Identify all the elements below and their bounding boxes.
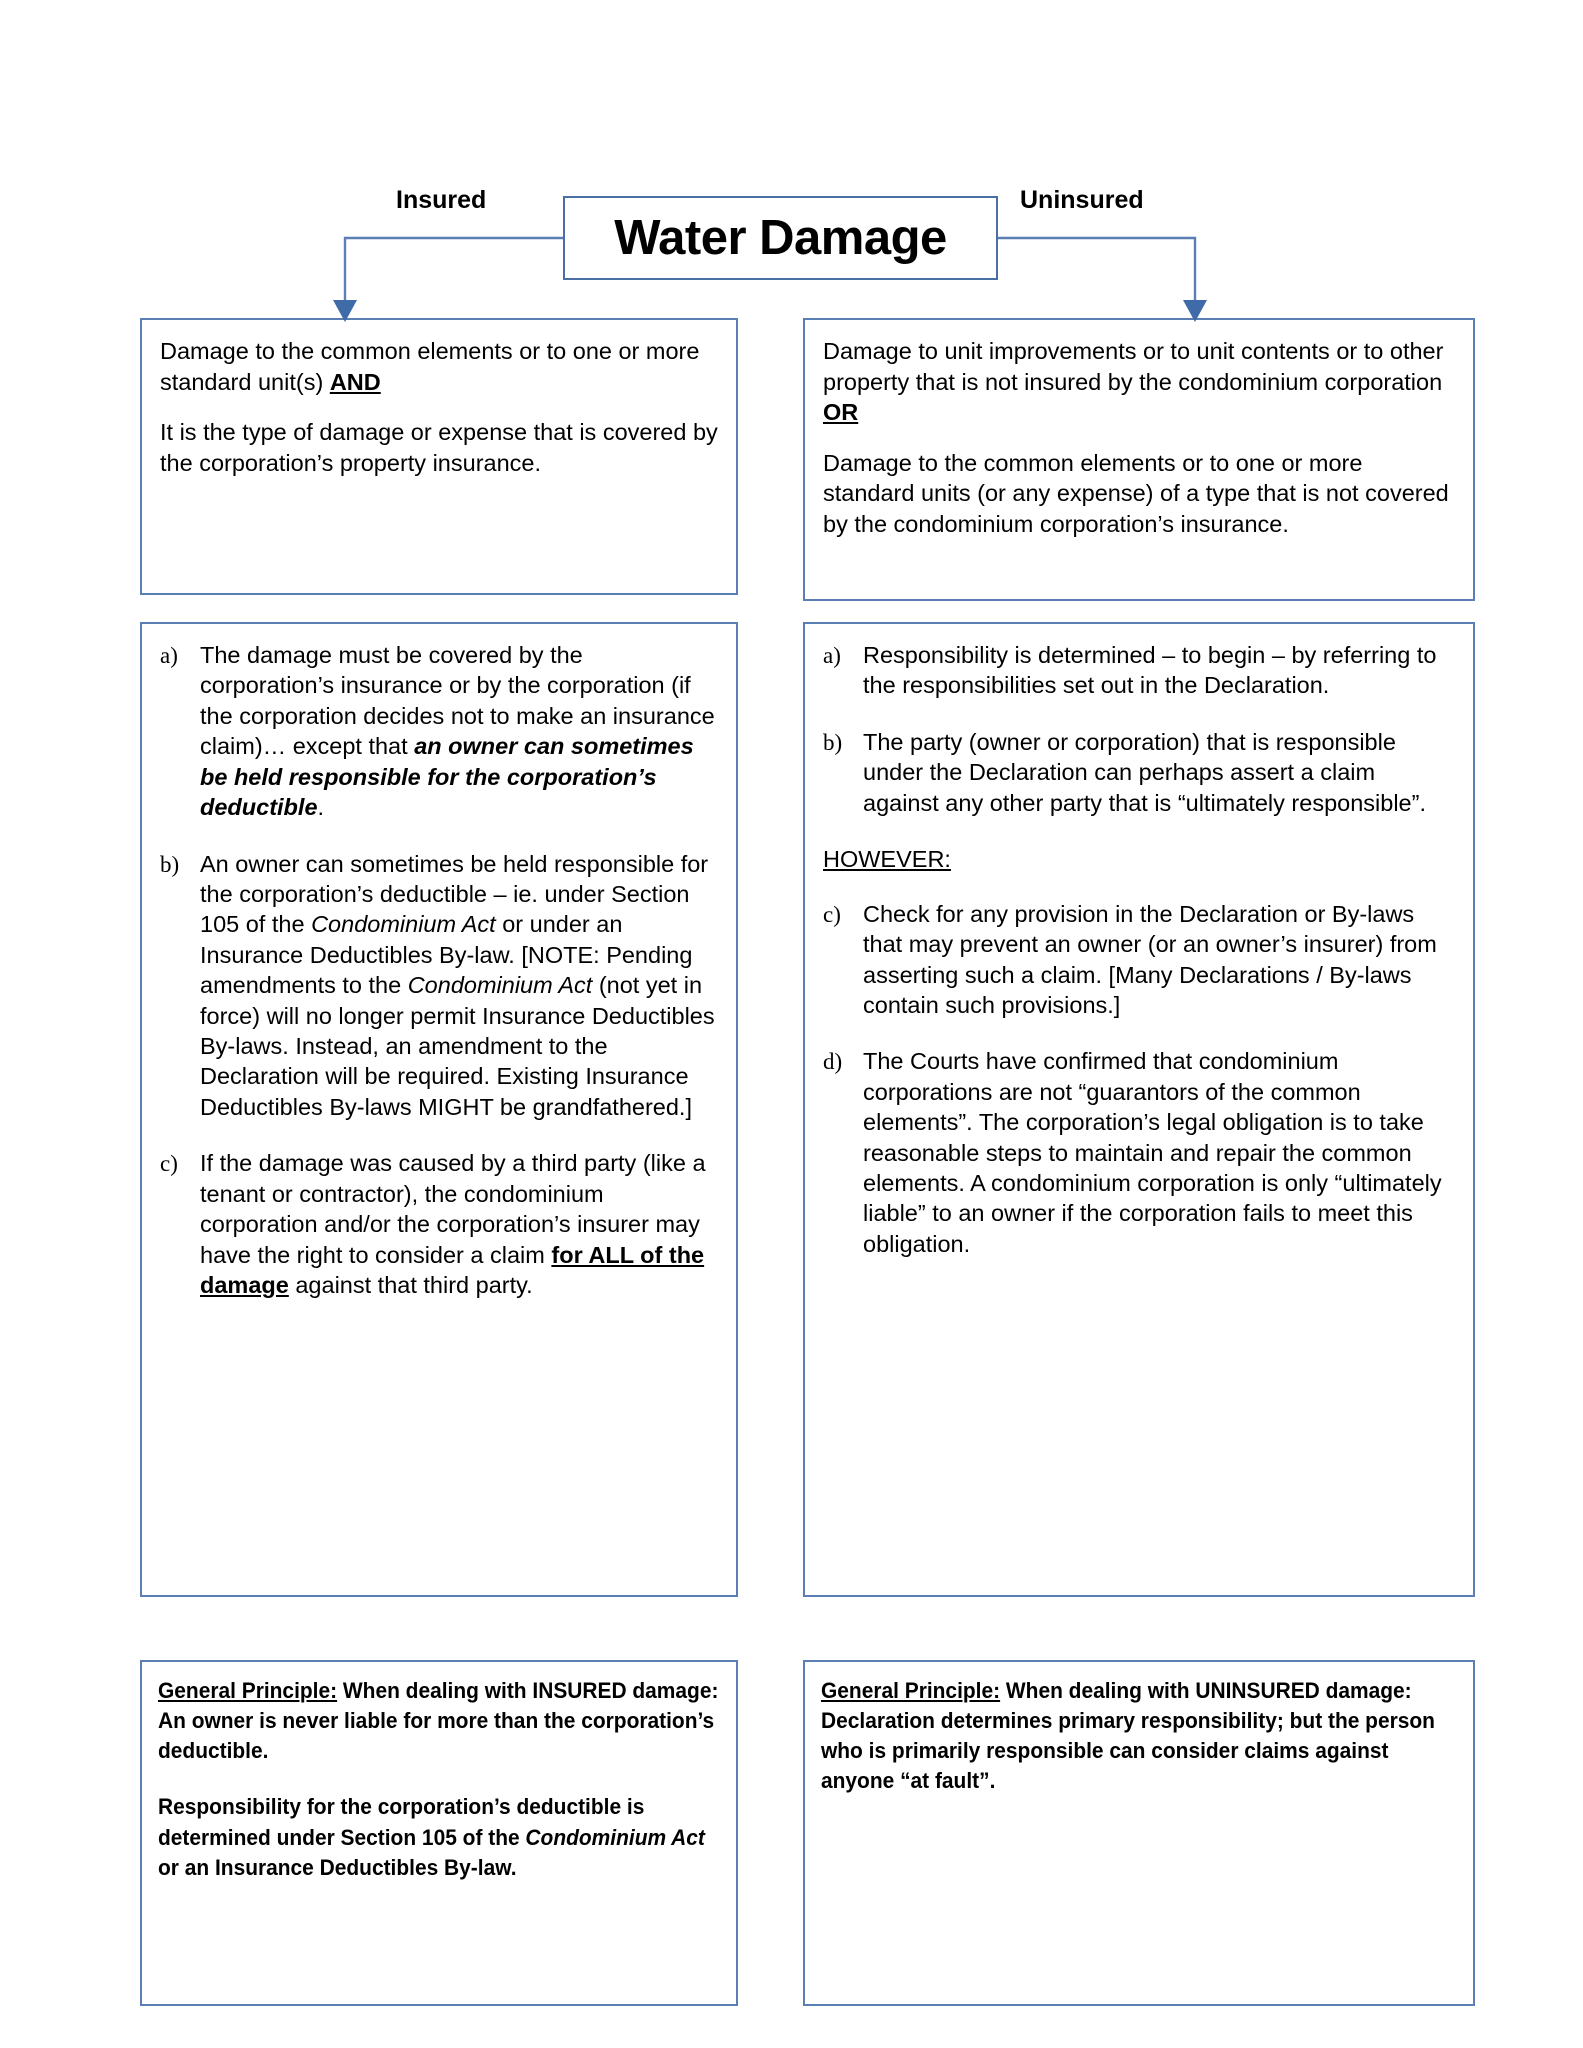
list-marker: c) <box>823 901 841 927</box>
list-item <box>160 849 718 1123</box>
right-condition-text-1: Damage to unit improvements or to unit contents or to other property that is not insured by the condominium corporation <box>823 338 1444 395</box>
however-heading <box>823 844 1455 875</box>
list-item-text: Check for any provision in the Declaration or By-laws that may prevent an owner (or an owner’s insurer) from asserting such a claim. [Many Declarations / By-laws contain such provisions.] <box>863 900 1437 1018</box>
left-gp-para-2 <box>158 1792 720 1882</box>
left-general-principle-box <box>140 1660 738 2006</box>
list-marker: b) <box>160 851 180 877</box>
list-marker: a) <box>823 643 841 668</box>
however-label: HOWEVER: <box>823 846 951 873</box>
right-gp-para-1 <box>821 1676 1457 1797</box>
left-c-emphasis: for ALL of the damage <box>200 1241 705 1299</box>
right-condition-para-2: Damage to the common elements or to one or more standard units (or any expense) of a type that is not covered by the condominium corporation’s insurance. <box>823 449 1449 537</box>
list-item-text: The Courts have confirmed that condominium corporations are not “guarantors of the common elements”. The corporation’s legal obligation is to take reasonable steps to maintain and repair the common elements. A condominium corporation is only “ultimately liable” to an owner if the corporation fails to meet this obligation. <box>863 1048 1442 1257</box>
left-condition-box <box>140 318 738 595</box>
diagram-header <box>0 0 1583 330</box>
page-title: Water Damage <box>614 211 947 265</box>
left-b-text-2: or under an Insurance Deductibles By-law. [NOTE: Pending amendments to the <box>200 911 693 999</box>
left-b-text-1: An owner can sometimes be held responsible for the corporation’s deductible – ie. under Section 105 of the <box>200 850 709 938</box>
left-gp-text-1: When dealing with INSURED damage: An owner is never liable for more than the corporation’s deductible. <box>158 1678 719 1764</box>
right-gp-heading: General Principle: <box>821 1678 1001 1703</box>
list-item-text: Responsibility is determined – to begin – by referring to the responsibilities set out in the Declaration. <box>863 642 1437 699</box>
list-item-text <box>200 640 718 823</box>
left-condition-para-1 <box>160 336 718 397</box>
left-a-emphasis: an owner can sometimes be held responsible for the corporation’s deductible <box>200 733 694 821</box>
list-item <box>823 1046 1455 1259</box>
left-c-text-1: If the damage was caused by a third party (like a tenant or contractor), the condominium corporation and/or the corporation’s insurer may have the right to consider a claim <box>200 1150 706 1268</box>
right-gp-text-1: When dealing with UNINSURED damage: Declaration determines primary responsibility; but the person who is primarily responsible can consider claims against anyone “at fault”. <box>821 1678 1435 1794</box>
left-c-text-2: against that third party. <box>288 1272 533 1299</box>
right-rules-box <box>803 622 1475 1597</box>
left-gp-italic: Condominium Act <box>525 1824 705 1850</box>
list-item <box>823 640 1455 701</box>
list-item <box>160 640 718 823</box>
flowchart-connectors <box>0 0 1583 340</box>
left-b-text-3: (not yet in force) will no longer permit Insurance Deductibles By-laws. Instead, an amendment to the Declaration will be required. Existing Insurance Deductibles By-laws MIGHT be grandfathered.] <box>200 972 715 1120</box>
list-item <box>823 727 1455 818</box>
left-a-text-1: The damage must be covered by the corporation’s insurance or by the corporation (if the corporation decides not to make an insurance claim)… except that <box>200 642 715 760</box>
list-item-text: The party (owner or corporation) that is responsible under the Declaration can perhaps assert a claim against any other party that is “ultimately responsible”. <box>863 728 1426 816</box>
title-box <box>563 196 998 280</box>
left-gp-para-1 <box>158 1676 720 1766</box>
left-gp-text-3: or an Insurance Deductibles By-law. <box>158 1854 517 1880</box>
left-condition-para-2: It is the type of damage or expense that is covered by the corporation’s property insurance. <box>160 419 718 476</box>
left-condition-and: AND <box>329 368 381 395</box>
list-item-text <box>200 849 718 1123</box>
left-b-italic-2: Condominium Act <box>407 972 593 999</box>
list-marker: a) <box>160 643 178 668</box>
right-condition-or: OR <box>823 399 859 426</box>
left-gp-heading: General Principle: <box>158 1678 338 1703</box>
list-item-text <box>200 1148 718 1300</box>
left-b-italic-1: Condominium Act <box>311 911 496 938</box>
list-marker: c) <box>160 1151 178 1177</box>
left-rules-box <box>140 622 738 1597</box>
list-item <box>823 899 1455 1021</box>
right-condition-box <box>803 318 1475 601</box>
right-general-principle-box <box>803 1660 1475 2006</box>
list-marker: b) <box>823 729 843 755</box>
right-condition-para-1 <box>823 336 1455 428</box>
list-marker: d) <box>823 1049 843 1075</box>
left-gp-text-2: Responsibility for the corporation’s deductible is determined under Section 105 of the <box>158 1794 645 1850</box>
branch-label-insured: Insured <box>396 186 487 214</box>
list-item <box>160 1148 718 1300</box>
left-condition-text-1: Damage to the common elements or to one or more standard unit(s) <box>160 338 700 395</box>
branch-label-uninsured: Uninsured <box>1020 186 1144 214</box>
left-a-text-2: . <box>317 794 325 821</box>
